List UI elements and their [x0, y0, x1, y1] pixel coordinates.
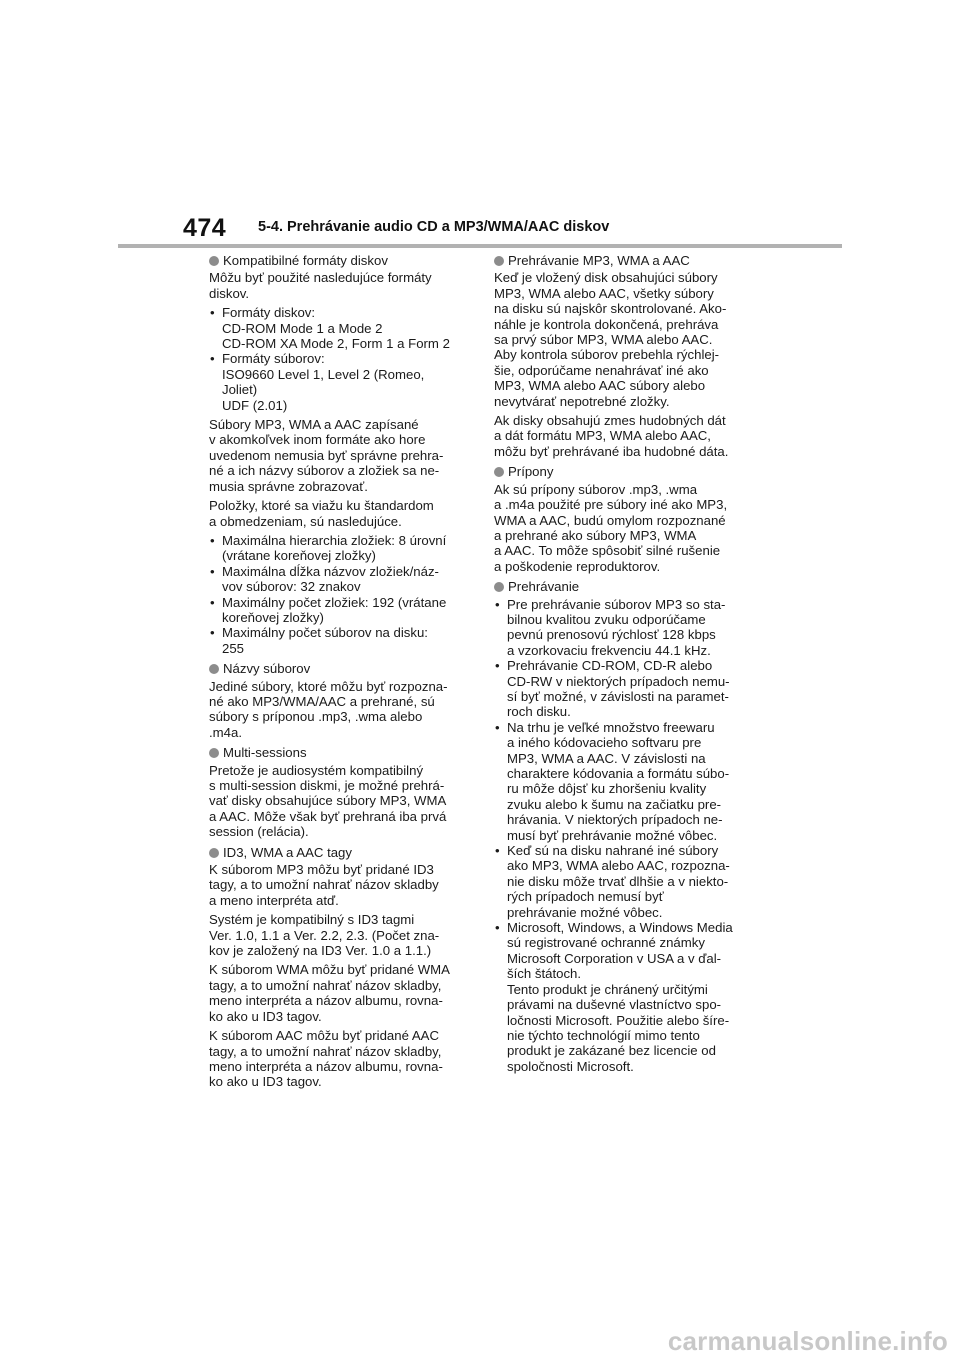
section-heading [209, 661, 471, 676]
list-item: • Maximálna hierarchia zložiek: 8 úrovní (vrátane koreňovej zložky) [209, 533, 471, 564]
paragraph: K súborom AAC môžu byť pridané AAC tagy, a to umožní nahrať názov skladby, meno interpréta a názov albumu, rovna- ko ako u ID3 tagov. [209, 1028, 443, 1090]
paragraph: Položky, ktoré sa viažu ku štandardom a obmedzeniam, sú nasledujúce. [209, 498, 434, 529]
section-nazvy-suborov [209, 661, 471, 740]
section-heading [494, 579, 758, 594]
list-item: • Na trhu je veľké množstvo freewaru a iného kódovacieho softvaru pre MP3, WMA a AAC. V závislosti na charaktere kódovania a formátu súbo- ru môže dôjsť ku zhoršeniu kvality zvuku alebo k šumu na začiatku pre- hrávania. V niektorých prípadoch ne- musí byť prehrávanie možné vôbec. [494, 720, 758, 843]
list-item: • Pre prehrávanie súborov MP3 so sta- bilnou kvalitou zvuku odporúčame pevnú prenosovú rýchlosť 128 kbps a vzorkovaciu frekvenciu 44.1 kHz. [494, 597, 758, 659]
paragraph: K súborom WMA môžu byť pridané WMA tagy, a to umožní nahrať názov skladby, meno interpréta a názov albumu, rovna- ko ako u ID3 tagov. [209, 962, 450, 1024]
section-heading [209, 745, 471, 760]
paragraph: K súborom MP3 môžu byť pridané ID3 tagy, a to umožní nahrať názov skladby a meno interpréta atď. [209, 862, 439, 908]
section-heading [209, 845, 471, 860]
paragraph: Keď je vložený disk obsahujúci súbory MP3, WMA alebo AAC, všetky súbory na disku sú najskôr skontrolované. Ako- náhle je kontrola dokončená, prehráva sa prvý súbor MP3, WMA alebo AAC. Aby kontrola súborov prebehla rýchlej- šie, odporúčame nenahrávať iné ako MP3, WMA alebo AAC súbory alebo nevytvárať nepotrebné zložky. [494, 270, 727, 409]
paragraph: Súbory MP3, WMA a AAC zapísané v akomkoľvek inom formáte ako hore uvedenom nemusia byť správne prehra- né a ich názvy súborov a zložiek sa ne- musia správne zobrazovať. [209, 417, 444, 494]
paragraph: Ak sú prípony súborov .mp3, .wma a .m4a použité pre súbory iné ako MP3, WMA a AAC, budú omylom rozpoznané a prehrané ako súbory MP3, WMA a AAC. To môže spôsobiť silné rušenie a poškodenie reproduktorov. [494, 481, 728, 574]
list-item: • Maximálna dĺžka názvov zložiek/náz- vov súborov: 32 znakov [209, 564, 471, 595]
list-item: • Maximálny počet súborov na disku: 255 [209, 625, 471, 656]
section-heading-text: Prehrávanie [508, 579, 580, 595]
section-kompatibilne-formaty-diskov [209, 253, 471, 656]
page-number: 474 [183, 214, 227, 242]
section-heading-text: Názvy súborov [223, 661, 311, 677]
section-heading-text: Prípony [508, 464, 554, 480]
paragraph: Môžu byť použité nasledujúce formáty diskov. [209, 270, 432, 301]
chapter-title: 5-4. Prehrávanie audio CD a MP3/WMA/AAC diskov [258, 219, 610, 235]
watermark: carmanualsonline.info [667, 1326, 948, 1356]
list-item: • Formáty diskov: CD-ROM Mode 1 a Mode 2 CD-ROM XA Mode 2, Form 1 a Form 2 [209, 305, 471, 351]
header-divider [118, 244, 842, 248]
list-item: • Prehrávanie CD-ROM, CD-R alebo CD-RW v niektorých prípadoch nemu- sí byť možné, v závislosti na paramet- roch disku. [494, 658, 758, 720]
section-multi-sessions [209, 745, 471, 839]
section-heading [494, 464, 758, 479]
circle-bullet-icon [209, 664, 219, 674]
section-id3-wma-a-aac-tagy [209, 845, 471, 1090]
paragraph: Systém je kompatibilný s ID3 tagmi Ver. 1.0, 1.1 a Ver. 2.2, 2.3. (Počet zna- kov je založený na ID3 Ver. 1.0 a 1.1.) [209, 912, 440, 959]
section-heading-text: Multi-sessions [223, 745, 307, 761]
section-pripony [494, 464, 758, 574]
right-column [494, 253, 758, 1079]
circle-bullet-icon [494, 256, 504, 266]
section-heading-text: Kompatibilné formáty diskov [223, 253, 388, 268]
bullet-list [209, 305, 471, 413]
paragraph: Pretože je audiosystém kompatibilný s multi-session diskmi, je možné prehrá- vať disky obsahujúce súbory MP3, WMA a AAC. Môže však byť prehraná iba prvá session (relácia). [209, 762, 447, 840]
circle-bullet-icon [209, 256, 219, 266]
circle-bullet-icon [494, 582, 504, 592]
bullet-list [494, 597, 758, 1075]
list-item: • Keď sú na disku nahrané iné súbory ako MP3, WMA alebo AAC, rozpozna- nie disku môže trvať dlhšie a v niekto- rých prípadoch nemusí byť prehrávanie možné vôbec. [494, 843, 758, 920]
section-prehravanie [494, 579, 758, 1074]
page-header [0, 0, 960, 250]
circle-bullet-icon [209, 848, 219, 858]
list-item: • Formáty súborov: ISO9660 Level 1, Level 2 (Romeo, Joliet) UDF (2.01) [209, 351, 471, 413]
circle-bullet-icon [209, 748, 219, 758]
paragraph: Ak disky obsahujú zmes hudobných dát a dát formátu MP3, WMA alebo AAC, môžu byť prehrávané iba hudobné dáta. [494, 413, 729, 459]
section-heading [494, 253, 758, 268]
bullet-list [209, 533, 471, 656]
list-item: • Maximálny počet zložiek: 192 (vrátane koreňovej zložky) [209, 595, 471, 626]
paragraph: Jediné súbory, ktoré môžu byť rozpozna- né ako MP3/WMA/AAC a prehrané, sú súbory s príponou .mp3, .wma alebo .m4a. [209, 678, 448, 740]
left-column [209, 253, 471, 1095]
section-heading [209, 253, 471, 268]
section-heading-text: ID3, WMA a AAC tagy [223, 844, 352, 860]
section-heading-text: Prehrávanie MP3, WMA a AAC [508, 253, 690, 268]
list-item: • Microsoft, Windows, a Windows Media sú registrované ochranné známky Microsoft Corporation v USA a v ďal- ších štátoch. Tento produkt je chránený určitými právami na duševné vlastníctvo spo- ločnosti Microsoft. Použitie alebo šíre- nie týchto technológií mimo tento produkt je zakázané bez licencie od spoločnosti Microsoft. [494, 920, 758, 1074]
circle-bullet-icon [494, 467, 504, 477]
section-prehravanie-mp3-wma-a-aac [494, 253, 758, 459]
